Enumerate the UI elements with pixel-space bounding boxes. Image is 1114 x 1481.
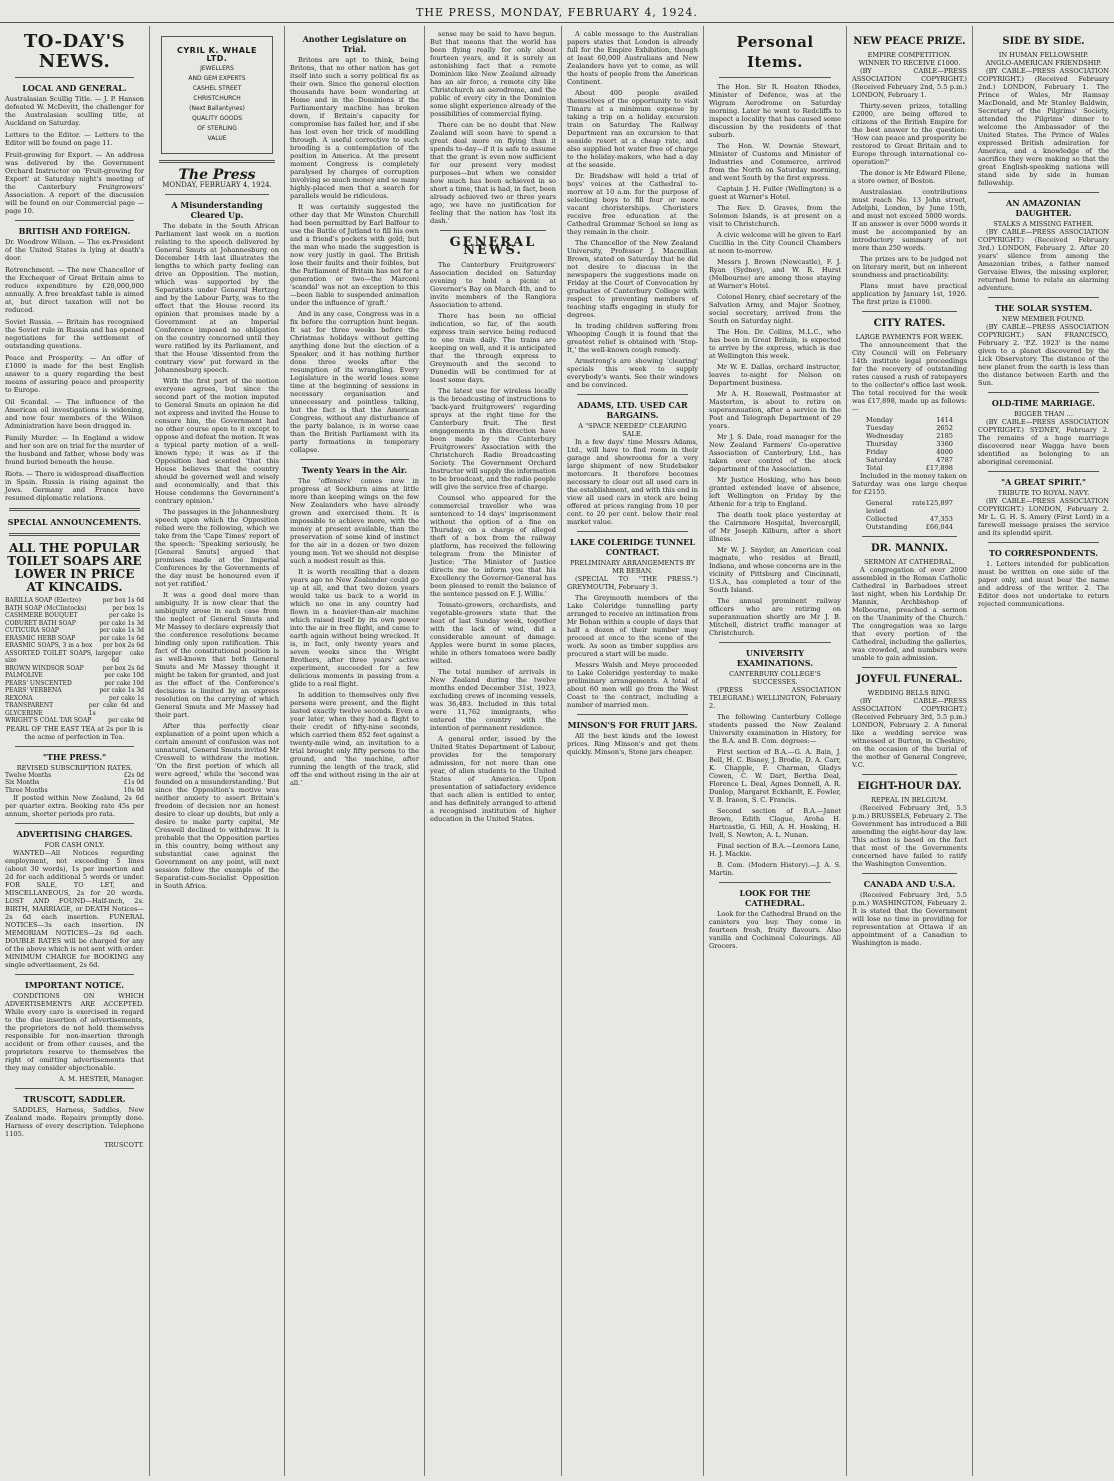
divider xyxy=(988,192,1099,193)
correspondents-heading: TO CORRESPONDENTS. xyxy=(988,548,1099,558)
minson-text: All the best kinds and the lowest prices. Ring Minson's and get them quickly. Minson's, Stone jars cheaper. xyxy=(567,732,698,756)
side-by-side-heading: SIDE BY SIDE. xyxy=(1002,36,1085,47)
divider xyxy=(15,1088,134,1089)
table-row xyxy=(5,612,144,620)
university-text-entry: Final section of B.A.—Leonora Lane, H. J. Mackie. xyxy=(709,842,841,858)
important-notice-heading: IMPORTANT NOTICE. xyxy=(24,980,125,990)
solar-system-text: (BY CABLE—PRESS ASSOCIATION COPYRIGHT.) SAN FRANCISCO, February 2. 'P.Z. 1923' is the name given to a planet discovered by the Lick Observatory. The distance of the new planet from the earth is less than the distance between Earth and the Sun. xyxy=(978,323,1109,387)
great-spirit-heading: "A GREAT SPIRIT." xyxy=(1000,477,1087,487)
general-news-continued-entry: Dr. Bradshaw will hold a trial of boys' voices at the Cathedral to-morrow at 10 a.m. for the purpose of selecting boys to fill four or more vacant choristerships. Choristers receive free education at the Cathedral Grammar School so long as they remain in the choir. xyxy=(567,172,698,236)
air-text-entry: In addition to themselves only five persons were present, and the flight lasted exactly twelve seconds. Even a year later, when they had a flight to their credit of fifty-nine seconds, which carried them 852 feet against a twenty-mile wind, an invitation to a trial brought only fifty persons to the ground, and 'the machine, after running the length of the track, slid off the end without rising in the air at all.' xyxy=(290,691,419,787)
row-label: Wednesday xyxy=(866,432,904,440)
row-label: REXONA xyxy=(5,694,33,702)
general-news-continued-entry: A cable message to the Australian papers states that London is already full for the Empire Exhibition, though at least 60,000 Australians and New Zealanders have yet to come, as will the hosts of people from the American Continent. xyxy=(567,30,698,86)
personal-items-list-entry: Captain J. H. Fuller (Wellington) is a guest at Warner's Hotel. xyxy=(709,185,841,201)
university-text-entry: B. Com. (Modern History).—J. A. S. Martin. xyxy=(709,861,841,877)
peace-prize-subheading: EMPIRE COMPETITION. xyxy=(867,51,952,59)
lake-coleridge-text xyxy=(567,575,698,709)
row-label: BROWN WINDSOR SOAP xyxy=(5,664,84,672)
general-news-continued-entry: Armstrong's are showing 'clearing' specials this week to supply everybody's wants. See their windows and be convinced. xyxy=(567,357,698,389)
table-row xyxy=(5,779,144,787)
row-label: PEARS' UNSCENTED xyxy=(5,679,72,687)
great-spirit-subheading: TRIBUTE TO ROYAL NAVY. xyxy=(997,489,1090,497)
row-label: Outstanding xyxy=(866,523,908,531)
peace-prize-text-entry: (BY CABLE—PRESS ASSOCIATION COPYRIGHT.) (Received February 2nd, 5.5 p.m.) LONDON, February 1. xyxy=(852,67,967,99)
row-label: Monday xyxy=(866,416,893,424)
divider xyxy=(15,974,134,975)
leader-heading: A Misunderstanding Cleared Up. xyxy=(171,200,263,220)
amazonian-subheading: STALKS A MISSING FATHER. xyxy=(993,220,1094,228)
row-label: BATH SOAP (McClintocks) xyxy=(5,604,87,612)
row-value: 10s 0d xyxy=(123,786,144,794)
divider xyxy=(15,746,134,747)
leader-text-entry: It was a good deal more than ambiguity. It is now clear that the ambiguity arose in each case from the neglect of General Smuts and Mr Massey to declare expressly that the conference resolutions became binding only upon ratification. This fact of the constitutional position is as well-known that both General Smuts and Mr Massey thought it might be taken for granted, and just as the effect of the Conference's decisions is limited by an express resolution on the carrying of which General Smuts and Mr Massey had their part. xyxy=(155,591,279,719)
row-label: CASHMERE BOUQUET xyxy=(5,612,78,619)
mannix-heading: DR. MANNIX. xyxy=(871,543,948,554)
british-items-entry: Retrenchment. — The new Chancellor of the Exchequer of Great Britain aims to reduce expenditure by £20,000,000 annually. A free breakfast table is aimed at, but direct taxation will not be reduced. xyxy=(5,266,144,314)
whale-ad-lines-entry: OF STERLING xyxy=(197,125,237,132)
row-value: per cake 1s xyxy=(108,694,144,702)
funeral-subheading: WEDDING BELLS RING. xyxy=(867,689,952,697)
row-value: per cake 6d and 1s xyxy=(88,702,144,717)
divider xyxy=(862,774,957,775)
column-1 xyxy=(0,26,150,1476)
table-row xyxy=(852,448,967,456)
row-value: per cake 9d xyxy=(108,717,144,724)
row-value: per box 2s 6d xyxy=(102,642,144,649)
lake-coleridge-heading: LAKE COLERIDGE TUNNEL CONTRACT. xyxy=(569,537,696,557)
advertising-charges-subheading: FOR CASH ONLY. xyxy=(44,841,105,849)
personal-items-list-entry: The Hon. Dr. Collins, M.L.C., who has been in Great Britain, is expected to arrive by the express, which is due at Wellington this week. xyxy=(709,328,841,360)
british-items xyxy=(5,238,144,502)
row-value: 3360 xyxy=(936,440,953,448)
column-8 xyxy=(973,26,1114,1476)
press-heading: "THE PRESS." xyxy=(42,751,107,762)
air-text-entry: It is worth recalling that a dozen years ago no New Zealander could go up at all, and that two dozen years would take us back to a world in which no one in any country had flown in a heavier-than-air machine which raised itself by its own power into the air in free flight, and came to earth again without being wrecked. It is, in fact, only twenty years and seven weeks since the Wright Brothers, after three years' active experiment, succeeded for a few delicious moments in passing from a glide to a real flight. xyxy=(290,568,419,688)
divider xyxy=(988,297,1099,298)
row-value: £1s 0d xyxy=(123,779,144,786)
cathedral-brand-text: Look for the Cathedral Brand on the canisters you buy. They come in fourteen fresh, fruity flavours. Also vanilla and Cochineal Colourings. All Grocers. xyxy=(709,910,841,950)
british-items-entry: Riots. — There is widespread disaffection in Spain. Russia is rising against the Jews. Germany and France have resumed diplomatic relations. xyxy=(5,470,144,502)
legislature-heading: Another Legislature on Trial. xyxy=(302,34,407,54)
row-label: PALMOLIVE xyxy=(5,672,43,679)
whale-jewellers-ad xyxy=(161,36,273,154)
table-row xyxy=(852,440,967,448)
row-label: Collected xyxy=(866,515,898,523)
city-rates-heading: CITY RATES. xyxy=(873,318,946,329)
row-label: PEARS' VERBENA xyxy=(5,687,62,694)
personal-items-list-entry: The Rev. D. Graves, from the Solomon Islands, is at present on a visit to Christchurch. xyxy=(709,204,841,228)
personal-items-list-entry: The Hon. W. Downie Stewart, Minister of Customs and Minister of Industries and Commerce, arrived from the North on Saturday morning, and went South by the first express. xyxy=(709,142,841,182)
amazonian-text: (BY CABLE—PRESS ASSOCIATION COPYRIGHT.) (Received February 3rd.) LONDON, February 2. After 20 years' silence from among the Amazonian tribes, a father named Gervaise Elwes, the missing explorer, returned home to relate an alarming adventure. xyxy=(978,228,1109,292)
row-value: per cake 1s 3d xyxy=(99,627,144,634)
table-row xyxy=(5,695,144,703)
local-items-entry: Fruit-growing for Export. — An address was delivered by the Government Orchard Instructor on 'Fruit-growing for Export' at Saturday night's meeting of the Canterbury Fruitgrowers' Association. A report of the discussion will be found on our Commercial page — page 10. xyxy=(5,151,144,215)
peace-prize-heading: NEW PEACE PRIZE. xyxy=(853,36,966,47)
editorial-dateline: MONDAY, FEBRUARY 4, 1924. xyxy=(162,181,272,189)
legislature-text-entry: Britons are apt to think, being Britons, that no other nation has got itself into such a sorry political fix as their own. Since the general election thousands have been wondering at Home and in the Dominions if the Parliamentary machine has broken down, if Britain's capacity for compromise has failed her, and if she has lost even her trick of muddling through. A useful corrective to such brooding is a contemplation of the position in America. At the present moment Congress is completely paralysed by charges of corruption involving so much money and so many highly-placed men that a search for parallels would be ridiculous. xyxy=(290,56,419,200)
divider xyxy=(577,714,688,715)
air-continued-text-entry: sense may be said to have begun. But that means that the world has been flying really for only about fourteen years, and it is surely an astonishing fact that a remote Dominion like New Zealand already has an air force, a remote city like Christchurch an aerodrome, and the public of every city in the Dominion some slight experience already of the possibilities of commercial flying. xyxy=(430,30,556,118)
divider xyxy=(719,882,831,883)
leader-text xyxy=(155,222,279,890)
peace-prize-text-entry: The donor is Mr Edward Filene, a store owner, of Boston. xyxy=(852,169,967,185)
row-value: per box 1s xyxy=(112,604,144,612)
peace-prize-text-entry: Thirty-seven prizes, totalling £2000, are being offered to citizens of the British Empire for the best answer to the question: 'How can peace and prosperity be restored to Great Britain and to Europe through international co-operation?' xyxy=(852,102,967,166)
general-news-text-entry: A general order, issued by the United States Department of Labour, provides for the temporary admission, for not more than one year, of alien students to the United States of America. Upon presentation of satisfactory evidence that each alien is entitled to enter, and has definitely arranged to attend a recognised institution of higher education in the United States. xyxy=(430,735,556,823)
british-items-entry: Peace and Prosperity. — An offer of £1000 is made for the best English answer to a query regarding the best means of assuring peace and prosperity to Europe. xyxy=(5,354,144,394)
special-announcements-heading: SPECIAL ANNOUNCEMENTS. xyxy=(7,517,142,527)
table-row xyxy=(852,515,967,523)
lake-coleridge-text-entry: Messrs Walsh and Meye proceeded to Lake Coleridge yesterday to make preliminary arrangements. A total of about 60 men will go from the West Coast to the contract, including a number of married men. xyxy=(567,661,698,709)
mannix-subheading: SERMON AT CATHEDRAL. xyxy=(863,558,956,566)
row-label: ASSORTED TOILET SOAPS, large size xyxy=(5,649,112,664)
canada-text: (Received February 3rd, 5.5 p.m.) WASHINGTON, February 2. It is stated that the Government will lose no time in providing for representation at Ottawa if an appointment of a Canadian to Washington is made. xyxy=(852,891,967,947)
soap-price-list xyxy=(5,597,144,725)
divider xyxy=(9,508,140,511)
divider xyxy=(719,642,831,643)
local-general-heading: LOCAL AND GENERAL. xyxy=(22,83,127,93)
row-label: TRANSPARENT GLYCERINE xyxy=(5,702,54,717)
divider xyxy=(862,536,957,537)
british-foreign-heading: BRITISH AND FOREIGN. xyxy=(18,226,131,236)
masthead-rule xyxy=(0,22,1114,23)
table-row xyxy=(5,772,144,780)
air-continued-text xyxy=(430,30,556,225)
city-rates-week-table xyxy=(852,416,967,472)
columns xyxy=(0,26,1114,1476)
leader-text-entry: After this perfectly clear explanation of a point upon which a certain amount of confusion was not unnatural, General Smuts invited Mr Creswell to withdraw the motion. 'On the first portion of which all were agreed,' while the 'second was founded on a misunderstanding.' But since the Opposition's motive was neither anxiety to assert Britain's freedom of decision nor an honest desire to clear up doubts, but only a desire to make party capital, Mr Creswell declined to withdraw. It is probable that the Opposition parties in this country, being without any substantial case against the Government on any point, will next session follow the example of the Separatist-cum-Socialist Opposition in South Africa. xyxy=(155,722,279,890)
side-by-side-subheading: IN HUMAN FELLOWSHIP. xyxy=(998,51,1089,59)
important-notice-signature: A. M. HESTER, Manager. xyxy=(59,1075,144,1083)
local-items xyxy=(5,95,144,215)
general-news-continued-entry: The Chancellor of the New Zealand University, Professor J. Macmillan Brown, stated on Saturday that he did not desire to discuss in the newspapers the suggestions made on Friday at the Court of Convocation by graduates of Canterbury College with respect to preventing members of teaching staffs engaging in study for degrees. xyxy=(567,239,698,319)
table-row xyxy=(5,672,144,680)
divider xyxy=(577,394,688,395)
personal-items-list-entry: The Hon. Sir R. Heaton Rhodes, Minister of Defence, was at the Wigram Aerodrome on Saturday morning. Later he went to Redcliffs to inspect a locality that has caused some discussion by the residents of that suburb. xyxy=(709,83,841,139)
divider xyxy=(440,230,546,231)
minson-heading: MINSON'S FOR FRUIT JARS. xyxy=(567,720,698,730)
table-row xyxy=(5,620,144,628)
personal-items-list-entry: Mr A. H. Rosewall, Postmaster at Masterton, is about to retire on superannuation, after a service in the Post and Telegraph Department of 29 years. xyxy=(709,390,841,430)
university-text-entry: Second section of B.A.—Janet Brown, Edith Clague, Aroha H. Hartcastle, G. Hill, A. H. Hosking, H. Ivell, S. Newton, A. L. Nunan. xyxy=(709,807,841,839)
divider xyxy=(9,533,140,536)
table-row xyxy=(5,717,144,725)
row-label: Thursday xyxy=(866,440,898,448)
table-row xyxy=(852,416,967,424)
divider xyxy=(165,194,269,195)
university-subheading: CANTERBURY COLLEGE'S SUCCESSES. xyxy=(729,670,821,686)
whale-ad-name: CYRIL K. WHALE LTD. xyxy=(177,46,257,63)
personal-items-list-entry: The annual prominent railway officers who are retiring on superannuation shortly are Mr J. B. Mitchell, district traffic manager at Christchurch. xyxy=(709,597,841,637)
column-4 xyxy=(425,26,562,1476)
row-value: 4000 xyxy=(936,448,953,456)
table-row xyxy=(5,627,144,635)
row-value: per cake 1s 6d xyxy=(99,634,144,642)
legislature-text-entry: It was certainly suggested the other day that Mr Winston Churchill had been permitted by Earl Balfour to use the Battle of Jutland to fill his own and a friend's pockets with gold; but the man who made the suggestion is now very justly in gaol. The British lose their faults and their foibles, but the Parliament of Britain has not for a generation or two—the Marconi 'scandal' was not an exception to this—been liable to suspended animation under the influence of 'graft.' xyxy=(290,203,419,307)
adams-text: In a few days' time Messrs Adams, Ltd., will have to find room in their garage and showrooms for a very large shipment of new Studebaker motorcars. It therefore becomes necessary to clear out all used cars in the establishment, and with this end in view all used cars in stock are being offered at prices ranging from 10 per cent. to 20 per cent. below their real market value. xyxy=(567,438,698,526)
row-value: 2185 xyxy=(936,432,953,440)
british-items-entry: Soviet Russia. — Britain has recognised the Soviet rule in Russia and has opened negotiations for the settlement of outstanding questions. xyxy=(5,318,144,350)
peace-prize-text-entry: Plans must have practical application by January 1st, 1926. The first prize is £1000. xyxy=(852,282,967,306)
peace-prize-text-entry: Australasian contributions must reach No. 13 John street, Adelphi, London, by June 15th, and must not exceed 5000 words. If an answer is over 5000 words it must be accompanied by an introductory summary of not more than 250 words. xyxy=(852,188,967,252)
table-row xyxy=(5,635,144,643)
row-value: per cake 1s xyxy=(108,612,144,619)
city-rates-subheading: LARGE PAYMENTS FOR WEEK. xyxy=(855,333,964,341)
column-3 xyxy=(285,26,425,1476)
personal-items-list-entry: A civic welcome will be given to Earl Cucillia in the City Council Chambers at noon to-morrow. xyxy=(709,231,841,255)
whale-ad-lines-entry: VALUE xyxy=(207,135,227,142)
truscott-text: SADDLES, Harness, Saddles, New Zealand made. Repairs promptly done. Harness of every description. Telephone 1105. xyxy=(5,1106,144,1138)
divider xyxy=(988,542,1099,543)
legislature-text-entry: And in any case, Congress was in a fix before the corruption hunt began. It sat for three weeks before the Christmas holidays without getting anything done but the election of a Speaker, and it has nothing further done three weeks after the resumption of its wrangling. Every Legislature in the world loses some time at the beginning of sessions in necessary organisation and unnecessary and pointless talking, but the fact is that the American Congress, without any disturbance of the party balance, is in worse case than the British Parliament with its party formations in temporary collapse. xyxy=(290,310,419,454)
row-label: Three Months xyxy=(5,786,48,794)
row-label: Tuesday xyxy=(866,424,894,432)
funeral-heading: JOYFUL FUNERAL. xyxy=(856,674,963,685)
general-news-continued-entry: In trading children suffering from Whooping Cough it is found that the greatest relief is obtained with 'Stop-It,' the well-known cough remedy. xyxy=(567,322,698,354)
table-row xyxy=(852,456,967,464)
personal-items-list xyxy=(709,83,841,637)
city-rates-text-2: Included in the money taken on Saturday was one large cheque for £2155. xyxy=(852,472,967,496)
personal-items-list-entry: Mr W. E. Dallas, orchard instructor, leaves to-night for Nelson on Department business. xyxy=(709,363,841,387)
peace-prize-text xyxy=(852,67,967,306)
amazonian-heading: AN AMAZONIAN DAUGHTER. xyxy=(1006,198,1081,218)
general-news-continued xyxy=(567,30,698,389)
eight-hour-subheading: REPEAL IN BELGIUM. xyxy=(870,796,949,804)
solar-system-subheading: NEW MEMBER FOUND. xyxy=(1002,315,1085,323)
row-label: Six Months xyxy=(5,779,40,786)
row-label: BARILLA SOAP (Electro) xyxy=(5,597,81,604)
adams-subheading: A "SPACE NEEDED" CLEARING SALE. xyxy=(578,422,687,438)
whale-ad-lines xyxy=(166,65,268,143)
air-text xyxy=(290,477,419,787)
university-text-entry: First section of B.A.—G. A. Bain, J. Bell, H. C. Bisney, J. Brodie, D. A. Carr, K. Chapple, F. Charman, Gladys Cowen, C. W. Dart, Bertha Deal, Florence L. Deal, Agnes Donnell, A. R. Dunlop, Margaret Eckhardt, E. Fowler, V. B. Iraeon, S. C. Francis. xyxy=(709,748,841,804)
side-by-side-text: (BY CABLE—PRESS ASSOCIATION COPYRIGHT.) (Received February 2nd.) LONDON, February 1. The Prince of Wales, Mr Ramsay MacDonald, and Mr Stanley Baldwin, Secretary of the Pilgrims' Society, attended the Pilgrims' dinner to welcome the Ambassador of the United States. The Prince of Wales expressed British admiration for America, and a knowledge of the sacrifice they were making so that the great English-speaking nations will stand side by side in human fellowship. xyxy=(978,67,1109,187)
university-text-entry: (PRESS ASSOCIATION TELEGRAM.) WELLINGTON, February 2. xyxy=(709,686,841,710)
great-spirit-text: (BY CABLE—PRESS ASSOCIATION COPYRIGHT.) LONDON, February 2. Mr L. G. H. S. Amery (First Lord) in a farewell message praises the service and its splendid spirit. xyxy=(978,497,1109,537)
row-label: COBURET BATH SOAP xyxy=(5,619,76,627)
truscott-heading: TRUSCOTT, SADDLER. xyxy=(23,1094,126,1104)
cathedral-brand-heading: LOOK FOR THE CATHEDRAL. xyxy=(739,888,811,908)
eight-hour-text: (Received February 3rd, 5.5 p.m.) BRUSSELS, February 2. The Government has introduced a Bill amending the eight-hour day law. This action is based on the fact that most of the Governments concerned have failed to ratify the Washington Convention. xyxy=(852,804,967,868)
divider xyxy=(988,471,1099,472)
row-value: per box 2s 6d xyxy=(102,664,144,672)
whale-ad-lines-entry: CASHEL STREET xyxy=(192,85,242,92)
row-label: ERASMIC HERB SOAP xyxy=(5,634,76,642)
row-label: Friday xyxy=(866,448,888,456)
subscription-rates-list xyxy=(5,772,144,795)
british-items-entry: Dr. Woodrow Wilson. — The ex-President of the United States is lying at death's door. xyxy=(5,238,144,262)
truscott-signature: TRUSCOTT. xyxy=(104,1141,144,1149)
adams-heading: ADAMS, LTD. USED CAR BARGAINS. xyxy=(577,400,688,420)
row-label: Total xyxy=(866,464,883,472)
lake-coleridge-subheading: PRELIMINARY ARRANGEMENTS BY MR BEBAN. xyxy=(569,559,696,575)
divider xyxy=(300,459,409,460)
eight-hour-heading: EIGHT-HOUR DAY. xyxy=(857,781,962,792)
whale-ad-lines-entry: AND GEM EXPERTS xyxy=(188,75,246,82)
leader-text-entry: With the first part of the motion everyone agrees, but since the second part of the motion imputed to General Smuts an opinion he did not express and invited the House to censure him, the Government had no other course open to it except to oppose and defeat the motion. It was a typical party motion of a well-known type; it was as if the Opposition had scented 'that this House believes that the country should be governed well and wisely and economically, and that this House condemns the Government's contrary opinion.' xyxy=(155,377,279,505)
whale-ad-lines-entry: JEWELLERS xyxy=(200,65,234,72)
table-row xyxy=(5,650,144,665)
table-row xyxy=(852,432,967,440)
table-row xyxy=(852,464,967,472)
table-row xyxy=(852,424,967,432)
important-notice-text: CONDITIONS ON WHICH ADVERTISEMENTS ARE ACCEPTED. While every care is exercised in regard to the due insertion of advertisements, the proprietors do not hold themselves responsible for non-insertion through accident or from other causes, and the proprietors reserve to themselves the right of omitting advertisements that they may consider objectionable. xyxy=(5,992,144,1072)
table-row xyxy=(5,597,144,605)
soap-ad-note: PEARL OF THE EAST TEA at 2s per lb is the acme of perfection in Tea. xyxy=(6,724,143,741)
row-value: £17,898 xyxy=(925,464,953,472)
general-news-text-entry: There has been no official indication, so far, of the south express train service being reduced to one train daily. The trains are keeping on well, and it is anticipated that the through express to Greymouth and the second to Dunedin will be continued for at least some days. xyxy=(430,312,556,384)
university-heading: UNIVERSITY EXAMINATIONS. xyxy=(736,648,814,668)
row-label: ERASMIC SOAPS, 3 in a box xyxy=(5,642,93,649)
subscription-rates-heading: REVISED SUBSCRIPTION RATES. xyxy=(16,763,133,772)
divider xyxy=(719,77,831,78)
table-row xyxy=(5,665,144,673)
leader-text-entry: The passages in the Johannesburg speech upon which the Opposition relied were the following, which we take from the 'Cape Times' report of the speech: 'Speaking seriously, he [General Smuts] argued that promises made at the Imperial Conferences by the Governments of the day must be honoured even if not yet ratified.' xyxy=(155,508,279,588)
city-rates-levy-table xyxy=(852,499,967,531)
air-heading: Twenty Years in the Air. xyxy=(301,465,408,475)
general-news-text-entry: Counsel who appeared for the commercial traveller who was sentenced to 14 days' imprisonment without the option of a fine on Thursday, on a charge of alleged theft of a box from the railway platform, has received the following telegram from the Minister of Justice: 'The Minister of Justice directs me to inform you that his Excellency the Governor-General has been pleased to remit the balance of the sentence passed on F. J. Willis.' xyxy=(430,494,556,598)
whale-ad-lines-entry: CHRISTCHURCH xyxy=(193,95,241,102)
general-news-text xyxy=(430,261,556,823)
row-value: £66,044 xyxy=(925,523,953,531)
divider xyxy=(988,392,1099,393)
mannix-text: A congregation of over 2000 assembled in the Roman Catholic Cathedral in Barbadoes street last night, when his Lordship Dr. Mannix, Archbishop of Melbourne, preached a sermon on the 'Unanimity of the Church.' The congregation was so large that every portion of the Cathedral, including the galleries, was crowded, and numbers were unable to gain admission. xyxy=(852,566,967,662)
lake-coleridge-text-entry: (SPECIAL TO "THE PRESS.") GREYMOUTH, February 3. xyxy=(567,575,698,591)
divider xyxy=(159,160,275,163)
divider xyxy=(15,77,134,78)
table-row xyxy=(5,702,144,717)
general-news-heading: GENERAL NEWS. xyxy=(449,235,537,258)
row-value: per cake 10d xyxy=(104,672,144,679)
correspondents-text: 1. Letters intended for publication must be written on one side of the paper only, and must bear the name and address of the writer. 2. The Editor does not undertake to return rejected communications. xyxy=(978,560,1109,608)
local-items-entry: Letters to the Editor. — Letters to the Editor will be found on page 11. xyxy=(5,131,144,147)
air-text-entry: The 'offensive' comes now in progress at Sockburn aims at little more than keeping wings on the few New Zealanders who have already grown and exercised them. It is impossible to achieve more, with the money at present available, than the preservation of some kind of instinct for the air in a dozen or two dozen young men. Yet we should not despise such a modest result as this. xyxy=(290,477,419,565)
row-value: per box 1s 6d xyxy=(102,597,144,604)
row-value: 125,897 xyxy=(925,499,953,507)
air-continued-text-entry: There can be no doubt that New Zealand will soon have to spend a great deal more on flying than it spends to-day—if it is safe to assume that the grant is even now sufficient for our present very modest purposes—but when we consider how much has been achieved in so short a time, that is had, in fact, been already achieved two or three years ago, we have no justification for feeling that the nation has 'lost its dash.' xyxy=(430,121,557,225)
divider xyxy=(862,311,957,312)
british-items-entry: Family Murder. — In England a widow and her son are on trial for the murder of the husband and father, whose body was found buried beneath the house. xyxy=(5,434,145,466)
peace-prize-subheading-2: WINNER TO RECEIVE £1000. xyxy=(858,59,961,67)
row-value: 2652 xyxy=(936,424,953,432)
british-items-entry: Oil Scandal. — The influence of the American oil investigations is widening, and now four members of the Wilson Administration have been dragged in. xyxy=(5,398,144,430)
row-value: 1414 xyxy=(936,416,953,424)
lake-coleridge-text-entry: The Greymouth members of the Lake Coleridge tunnelling party arranged to receive an intimation from Mr Beban within a couple of days that half a dozen of their number may proceed at once to the scene of the work. As soon as timber supplies are procured a start will be made. xyxy=(567,594,698,658)
city-rates-text: The announcement that the City Council will on February 14th institute legal proceedings for the recovery of outstanding rates caused a rush of ratepayers to the collector's office last week. The total received for the week was £17,898, made up as follows:— xyxy=(852,341,967,413)
funeral-text: (BY CABLE—PRESS ASSOCIATION COPYRIGHT.) (Received February 3rd, 5.5 p.m.) LONDON, February 2. A funeral like a wedding service was witnessed at Burton, in Cheshire, on the occasion of the burial of the mother of General Congreve, V.C. xyxy=(852,697,967,769)
row-label: Saturday xyxy=(866,456,897,464)
column-6 xyxy=(704,26,847,1476)
the-press-logo: The Press xyxy=(178,167,256,183)
column-2 xyxy=(150,26,285,1476)
divider xyxy=(577,531,688,532)
advertising-charges-text: WANTED—All Notices regarding employment, not exceeding 5 lines (about 30 words), 1s per insertion and 2d for each additional 5 words or under. FOR SALE, TO LET, and MISCELLANEOUS, 2s for 20 words. LOST AND FOUND—Half-inch, 2s. BIRTH, MARRIAGE, or DEATH Notices—2s 6d each insertion. FUNERAL NOTICES—3s each insertion. IN MEMORIAM NOTICES—2s 6d each. DOUBLE RATES will be charged for any of the above which is not sent with order. MINIMUM CHARGE for BOOKING any single advertisement, 2s 6d. xyxy=(5,849,144,969)
divider xyxy=(15,823,134,824)
row-value: per cake 6d xyxy=(111,649,144,664)
university-text xyxy=(709,686,841,877)
subscription-rates-note: If posted within New Zealand, 2s 6d per quarter extra. Booking rate 45s per annum, shorter periods pro rata. xyxy=(5,794,144,818)
table-row xyxy=(852,499,967,515)
whale-ad-lines-entry: QUALITY GOODS xyxy=(191,115,243,122)
whale-ad-lines-entry: (Next Ballantynes) xyxy=(189,105,245,112)
leader-text-entry: The debate in the South African Parliament last week on a motion relating to the speech delivered by General Smuts at Johannesburg on December 14th last illustrates the lengths to which party feeling can drive an Opposition. The motion, which was supported by the Separatists under General Hertzog and by the Labour Party, was to the effect that the House record its opinion that promises made by a Government at an Imperial Conference imposed no obligation on the country concerned until they were ratified by its Parliament, and that the House 'dissented from the contrary view' put forward in the Johannesburg speech. xyxy=(155,222,279,374)
row-value: per cake 1s 3d xyxy=(99,687,144,694)
side-by-side-subheading-2: ANGLO-AMERICAN FRIENDSHIP. xyxy=(985,59,1102,67)
divider xyxy=(862,873,957,874)
table-row xyxy=(5,605,144,613)
local-items-entry: Australasian Scullig Title. — J. P. Hanson defeated W. McDevitt, the challenger for the Australasian sculling title, at Auckland on Saturday. xyxy=(5,95,144,127)
row-value: per cake 1s 3d xyxy=(99,619,144,627)
table-row xyxy=(5,687,144,695)
table-row xyxy=(5,680,144,688)
general-news-text-entry: The total number of arrivals in New Zealand during the twelve months ended December 31st, 1923, excluding crews of incoming vessels, was 36,483. Included in this total were 11,762 immigrants, who entered the country with the intention of permanent residence. xyxy=(430,668,556,732)
personal-items-list-entry: Messrs J. Brown (Newcastle), F. J. Ryan (Sydney), and W. R. Hurst (Melbourne) are among those staying at Warner's Hotel. xyxy=(709,258,841,290)
row-value: per cake 10d xyxy=(104,679,144,687)
old-time-text: (BY CABLE—PRESS ASSOCIATION COPYRIGHT.) SYDNEY, February 2. The remains of a huge marriage discovered near Wagga have been identified as belonging to an aboriginal ceremonial. xyxy=(978,418,1109,466)
table-row xyxy=(5,787,144,795)
row-value: £2s 0d xyxy=(123,771,144,779)
general-news-text-entry: The Canterbury Fruitgrowers' Association decided on Saturday evening to hold a picnic at Governor's Bay on March 4th, and to invite members of the Rangiora Association to attend. xyxy=(430,261,556,309)
column-5 xyxy=(562,26,704,1476)
row-label: CUTICURA SOAP xyxy=(5,627,59,634)
masthead: THE PRESS, MONDAY, FEBRUARY 4, 1924. xyxy=(416,6,698,19)
old-time-subheading: BIGGER THAN ... xyxy=(1014,410,1073,418)
personal-items-list-entry: The death took place yesterday at the Cairnmore Hospital, Invercargill, of Mr Joseph Kilburn, after a short illness. xyxy=(709,511,841,543)
personal-items-list-entry: Mr W. J. Snyder, an American coal magnate, who resides at Brazil, Indiana, and whose concerns are in the vicinity of Pittsburg and Cincinnati, U.S.A., has completed a tour of the South Island. xyxy=(709,546,841,594)
general-news-continued-entry: About 400 people availed themselves of the opportunity to visit Timaru at a minimum expense by taking a trip on a holiday excursion train on Saturday. The Railway Department ran an excursion to that seaside resort at a cheap rate, and also supplied hot water free of charge to the holiday-makers, who had a day at the seaside. xyxy=(567,89,698,169)
legislature-text xyxy=(290,56,419,454)
table-row xyxy=(852,523,967,531)
personal-items-list-entry: Mr Justice Hosking, who has been granted extended leave of absence, left Wellington on Friday by the Athenic for a trip to England. xyxy=(709,476,841,508)
row-label: Twelve Months xyxy=(5,771,52,779)
row-label: General rate levied xyxy=(866,499,926,515)
soap-ad-heading: ALL THE POPULAR TOILET SOAPS ARE LOWER IN PRICE AT KINCAIDS. xyxy=(7,541,142,594)
divider xyxy=(15,220,134,221)
row-label: WRIGHT'S COAL TAR SOAP xyxy=(5,717,92,724)
todays-news-title: TO-DAY'S NEWS. xyxy=(23,31,126,72)
personal-items-heading: Personal Items. xyxy=(736,33,814,71)
peace-prize-text-entry: The prizes are to be judged not on literary merit, but on inherent soundness and practicability. xyxy=(852,255,967,279)
row-value: 47,353 xyxy=(929,515,953,523)
general-news-text-entry: The latest use for wireless locally is the broadcasting of instructions to 'back-yard fruitgrowers' regarding sprays at the right time for the Canterbury fruit. The first engagements in this direction have been made by the Canterbury Fruitgrowers' Association with the Christchurch Radio Broadcasting Society. The Government Orchard Instructor will supply the information to be broadcast, and the radio people will give the service free of charge. xyxy=(430,387,556,491)
general-news-text-entry: Tomato-growers, orchardists, and vegetable-growers state that the heat of last Sunday week, together with the lack of wind, did a considerable amount of damage. Apples were burnt in some places, while in others tomatoes were badly wilted. xyxy=(430,601,556,665)
column-7 xyxy=(847,26,973,1476)
divider xyxy=(862,667,957,668)
university-text-entry: The following Canterbury College students passed the New Zealand University examination in History, for the B.A. and B. Com. degrees:— xyxy=(709,713,841,745)
row-value: 4787 xyxy=(936,456,953,464)
advertising-charges-heading: ADVERTISING CHARGES. xyxy=(16,829,133,839)
solar-system-heading: THE SOLAR SYSTEM. xyxy=(994,303,1093,313)
old-time-heading: OLD-TIME MARRIAGE. xyxy=(991,398,1096,408)
personal-items-list-entry: Colonel Henry, chief secretary of the Salvation Army, and Major Scotney, social secretary, arrived from the South on Saturday night. xyxy=(709,293,841,325)
personal-items-list-entry: Mr J. S. Dale, road manager for the New Zealand Farmers' Co-operative Association of Canterbury, Ltd., has taken over control of the stock department of the Association. xyxy=(709,433,841,473)
canada-heading: CANADA AND U.S.A. xyxy=(863,879,956,889)
table-row xyxy=(5,642,144,650)
